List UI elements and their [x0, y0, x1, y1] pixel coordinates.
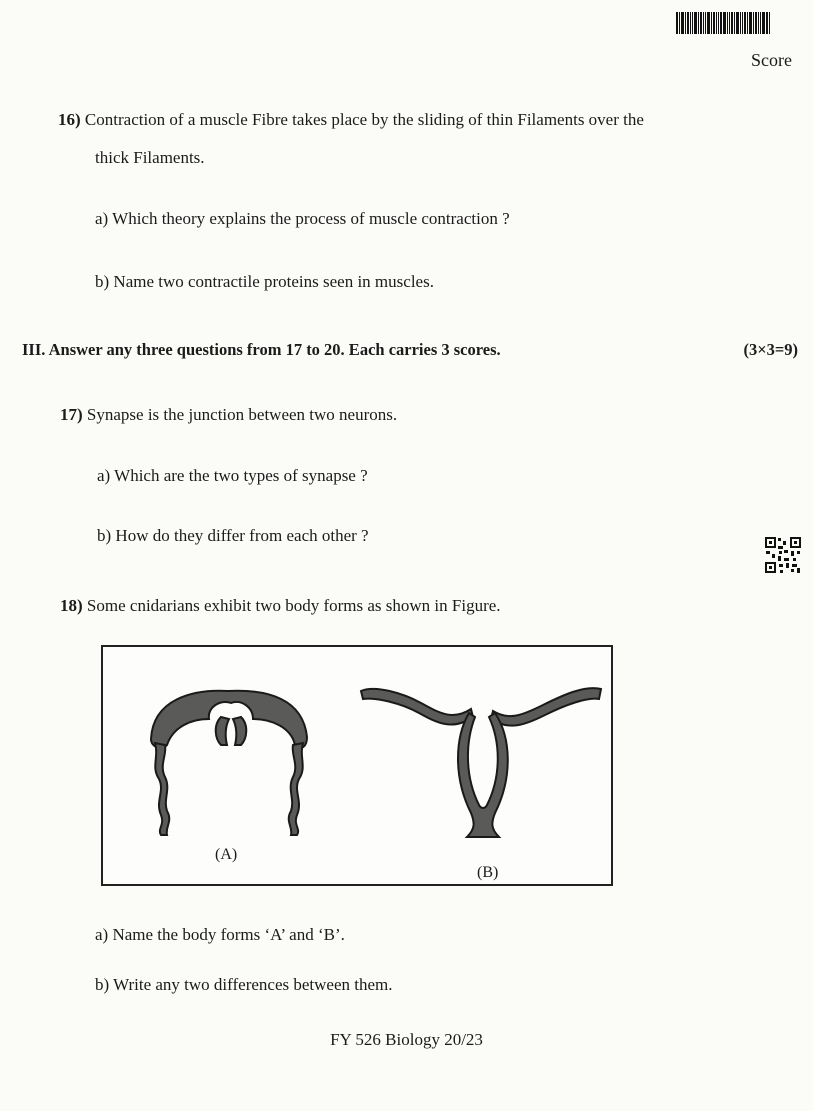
cnidarian-figure-drawing [103, 647, 611, 884]
q18-part-a: a) Name the body forms ‘A’ and ‘B’. [95, 925, 345, 944]
section-heading-text: III. Answer any three questions from 17 to 20. Each carries 3 scores. [22, 340, 501, 359]
qr-code [764, 536, 802, 574]
medusa-drawing [151, 691, 307, 835]
score-label: Score [751, 50, 792, 70]
q16-part-b: b) Name two contractile proteins seen in muscles. [95, 272, 434, 291]
q16-number: 16) [58, 110, 81, 129]
q18-number: 18) [60, 596, 83, 615]
section-heading [22, 340, 798, 360]
figure-label-a: (A) [215, 846, 238, 863]
figure-label-b: (B) [477, 864, 499, 881]
q17-line [60, 405, 397, 425]
q17-part-a: a) Which are the two types of synapse ? [97, 466, 368, 485]
q16-text-line2: thick Filaments. [95, 148, 205, 167]
q16-text-line1: Contraction of a muscle Fibre takes place by the sliding of thin Filaments over the [84, 110, 644, 129]
q17-part-b: b) How do they differ from each other ? [97, 526, 369, 545]
footer-code: FY 526 Biology 20/23 [330, 1030, 483, 1049]
q18-line [60, 596, 501, 616]
q18-text: Some cnidarians exhibit two body forms as shown in Figure. [86, 596, 501, 615]
section-marks: (3×3=9) [743, 340, 798, 359]
q16-part-a: a) Which theory explains the process of muscle contraction ? [95, 209, 510, 228]
polyp-drawing [361, 688, 601, 837]
q18-part-b: b) Write any two differences between them. [95, 975, 393, 994]
q17-number: 17) [60, 405, 83, 424]
q16-line1 [58, 110, 798, 130]
barcode [676, 12, 798, 34]
cnidarian-figure [101, 645, 613, 886]
q17-text: Synapse is the junction between two neurons. [86, 405, 398, 424]
